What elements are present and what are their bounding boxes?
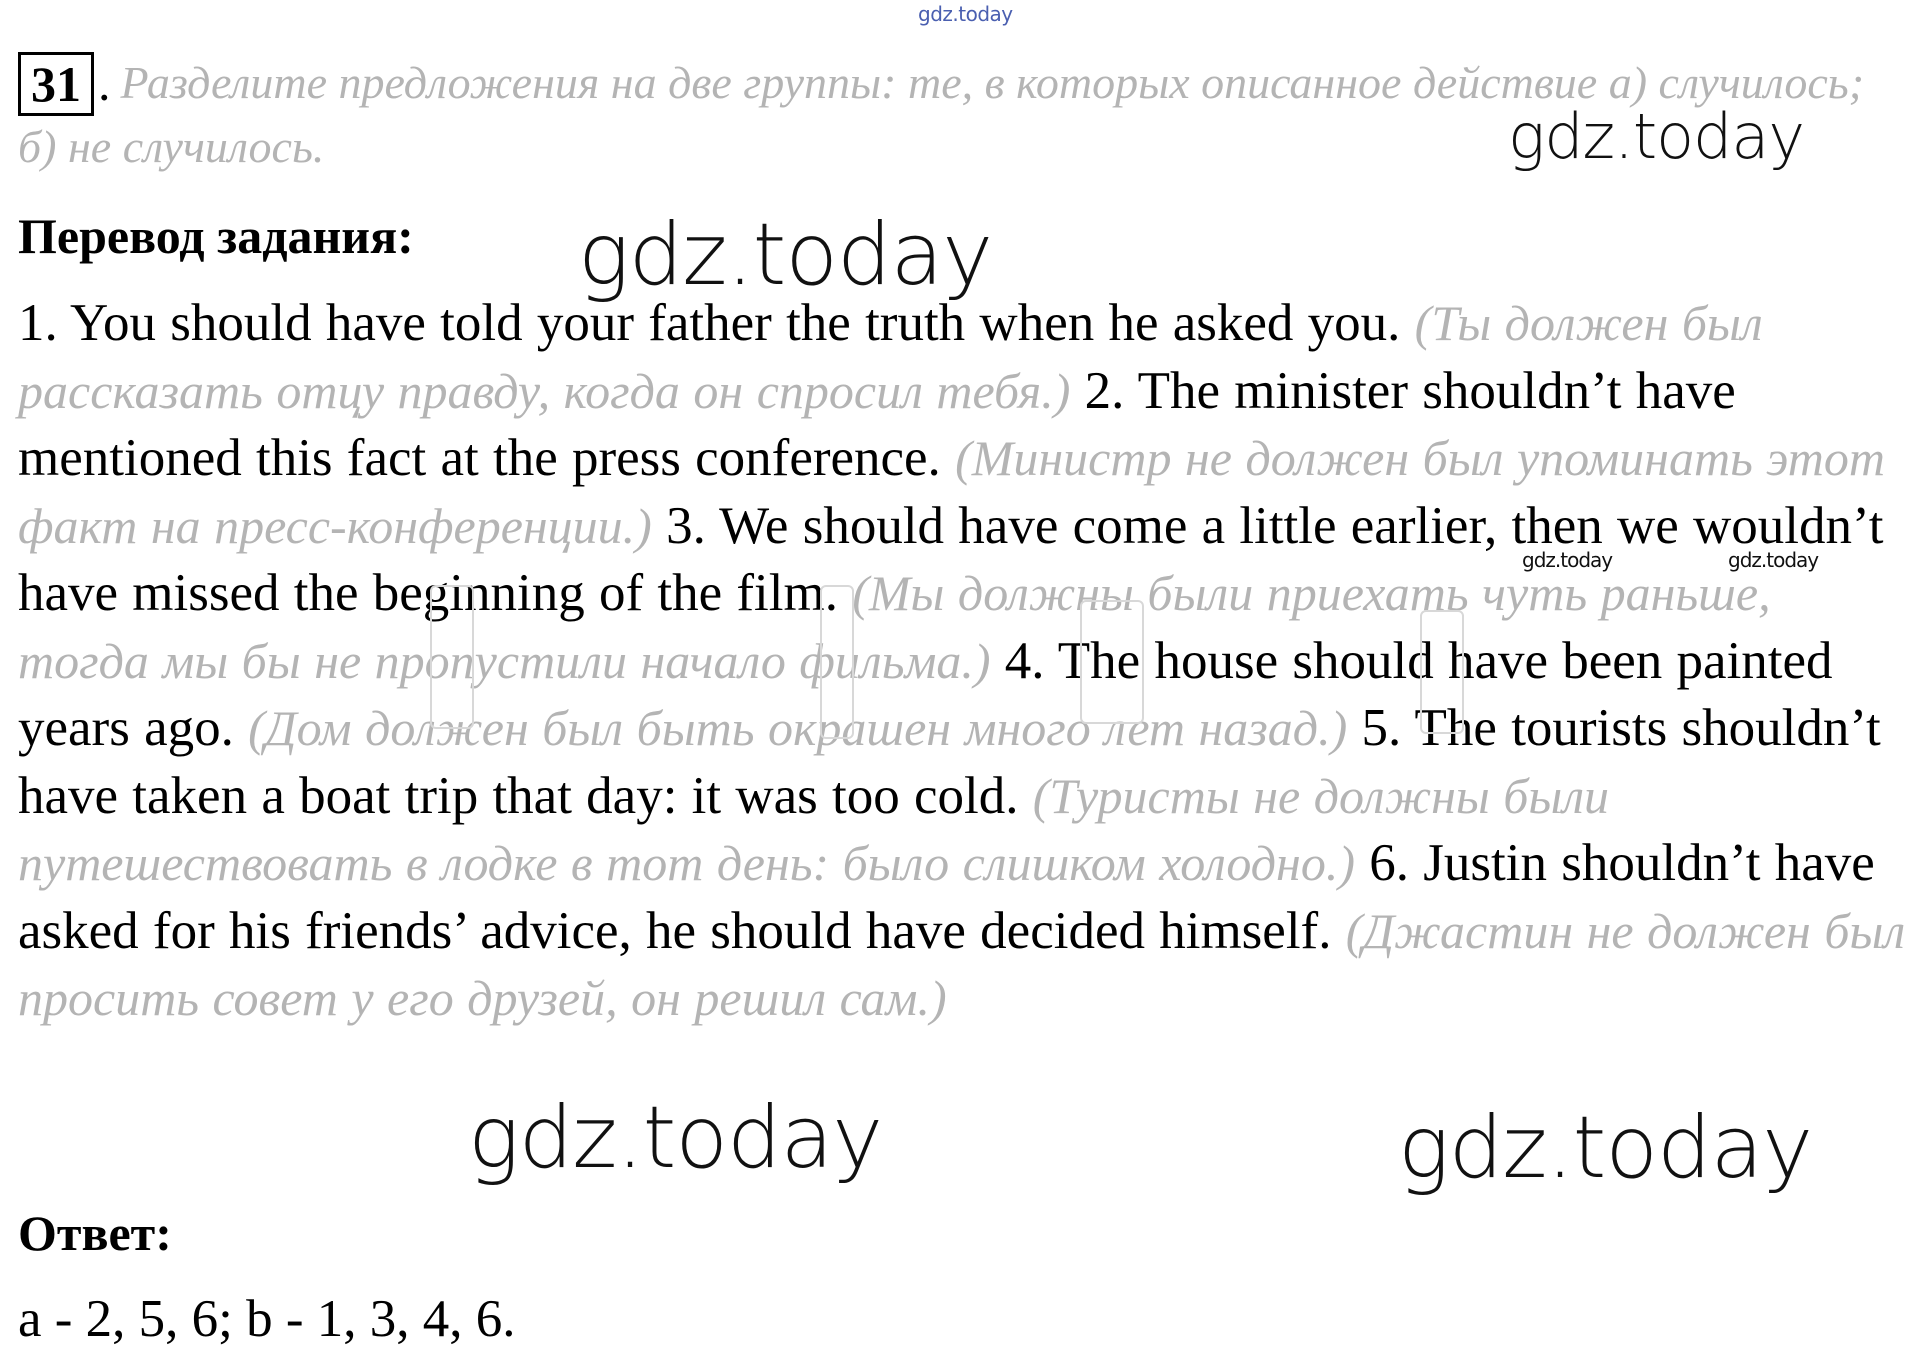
sentence-en: 6. Justin shouldn’t have asked for his friends’ advice, he should have decided himself. — [18, 834, 1875, 960]
ghost-mark — [1080, 600, 1144, 724]
answer-heading: Ответ: — [18, 1205, 172, 1261]
sentence-en: 1. You should have told your father the truth when he asked you. — [18, 294, 1401, 352]
watermark-small: gdz.today — [1522, 548, 1613, 572]
sentence-en: 3. We should have come a little earlier, then we wouldn’t have missed the beginning of the film. — [18, 496, 1884, 622]
task-number: 31 — [18, 52, 94, 116]
watermark-large: gdz.today — [1508, 100, 1805, 173]
sentence-ru: (Туристы не должны были путешествовать в лодке в тот день: было слишком холодно.) — [18, 767, 1610, 891]
sentence-en: 4. The house should have been painted years ago. — [18, 631, 1833, 757]
ghost-mark — [820, 585, 854, 739]
translation-heading: Перевод задания: — [18, 208, 414, 264]
sentence-ru: (Джастин не должен был просить совет у его друзей, он решил сам.) — [18, 902, 1906, 1026]
watermark-large: gdz.today — [1398, 1098, 1813, 1198]
sentence-ru: (Министр не должен был упоминать этот факт на пресс-конференции.) — [18, 430, 1885, 554]
answer-text: a - 2, 5, 6; b - 1, 3, 4, 6. — [18, 1290, 516, 1348]
sentence-ru: (Мы должны были приехать чуть раньше, тогда мы бы не пропустили начало фильма.) — [18, 565, 1771, 689]
ghost-mark — [1420, 610, 1464, 734]
sentences-block — [18, 290, 1911, 1033]
sentence-ru: (Дом должен был быть окрашен много лет назад.) — [248, 700, 1348, 756]
sentence-en: 5. The tourists shouldn’t have taken a boat trip that day: it was too cold. — [18, 699, 1881, 825]
sentence-en: 2. The minister shouldn’t have mentioned this fact at the press conference. — [18, 361, 1736, 487]
ghost-mark — [430, 585, 474, 729]
watermark-top: gdz.today — [918, 2, 1013, 26]
sentence-ru: (Ты должен был рассказать отцу правду, когда он спросил тебя.) — [18, 295, 1763, 419]
task-instruction: Разделите предложения на две группы: те, в которых описанное действие а) случилось; б) не случилось. — [18, 57, 1865, 172]
task-number-dot: . — [98, 55, 111, 111]
watermark-small: gdz.today — [1728, 548, 1819, 572]
watermark-large: gdz.today — [578, 205, 993, 305]
watermark-large: gdz.today — [468, 1088, 883, 1188]
